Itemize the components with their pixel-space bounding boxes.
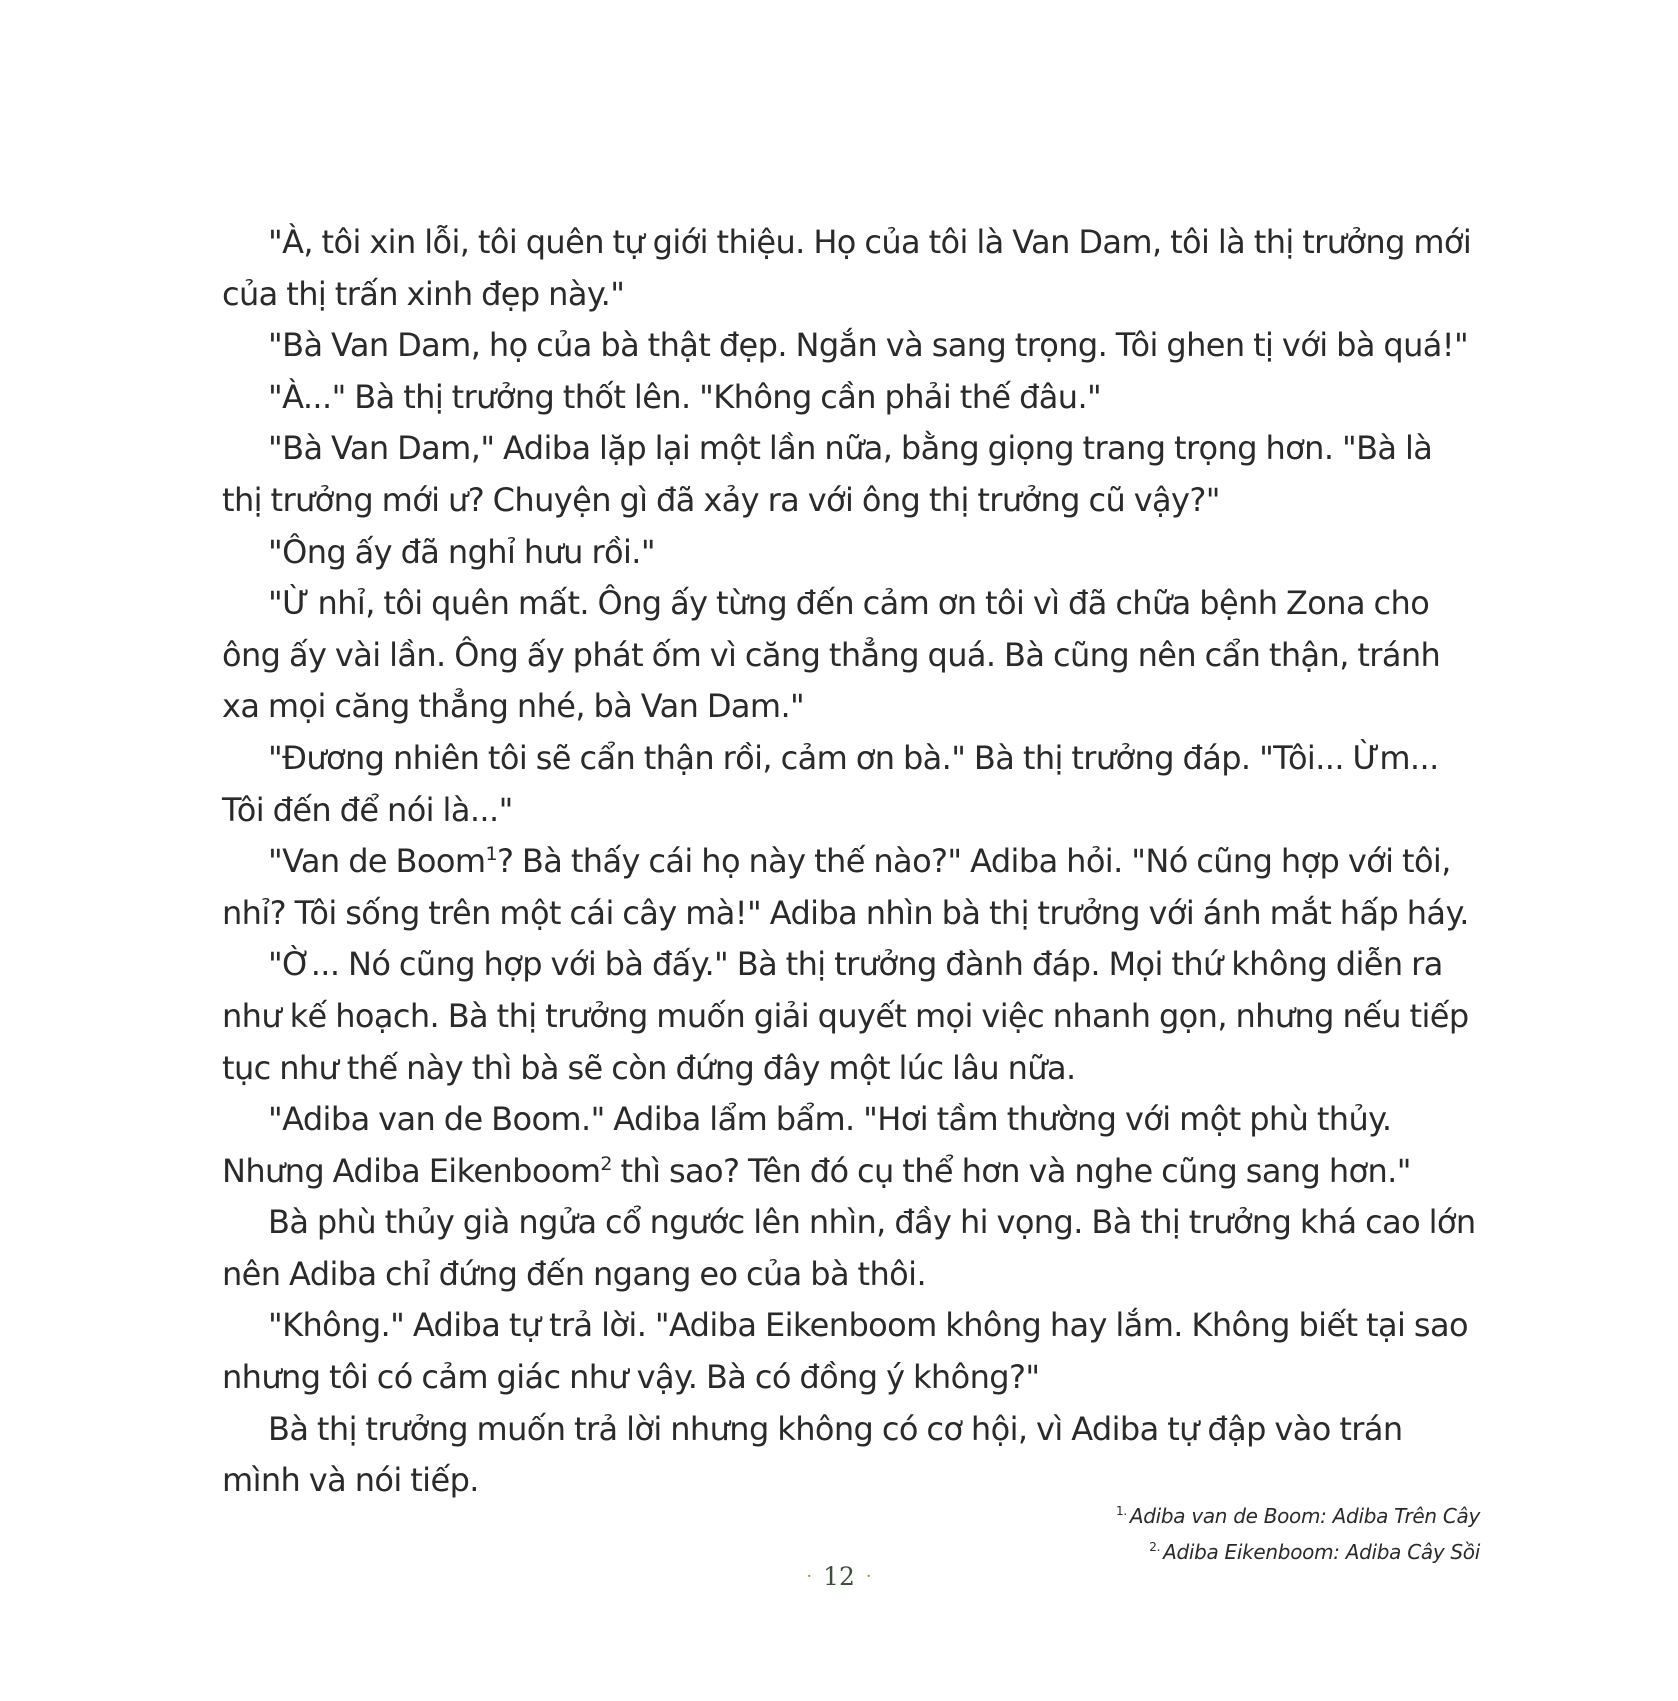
paragraph-text: "Van de Boom [268, 842, 486, 881]
page-dot-left: · [806, 1566, 813, 1587]
footnote-text: Adiba van de Boom: Adiba Trên Cây [1129, 1504, 1480, 1528]
paragraph: "À..." Bà thị trưởng thốt lên. "Không cần phải thế đâu." [268, 377, 1102, 416]
paragraph-text: thì sao? Tên đó cụ thể hơn và nghe cũng sang hơn." [611, 1151, 1411, 1190]
paragraph-text: "Adiba van de Boom." Adiba lẩm bẩm. "Hơi tầm thường với một phù thủy. Nhưng Adiba Eikenboom [222, 1100, 1392, 1190]
paragraph: "Đương nhiên tôi sẽ cẩn thận rồi, cảm ơn bà." Bà thị trưởng đáp. "Tôi... Ừm... Tôi đến để nói là..." [222, 738, 1439, 829]
footnote-reference: 1 [485, 843, 497, 866]
footnote-reference: 2 [600, 1152, 612, 1175]
paragraph: "Bà Van Dam, họ của bà thật đẹp. Ngắn và sang trọng. Tôi ghen tị với bà quá!" [268, 326, 1469, 365]
page-body [222, 217, 1480, 1507]
paragraph-with-footnote [222, 836, 1480, 939]
page-number [0, 1562, 1678, 1591]
paragraph: "Ừ nhỉ, tôi quên mất. Ông ấy từng đến cảm ơn tôi vì đã chữa bệnh Zona cho ông ấy vài lần. Ông ấy phát ốm vì căng thẳng quá. Bà cũng nên cẩn thận, tránh xa mọi căng thẳng nhé, bà Van Dam." [222, 584, 1441, 726]
paragraph: "Ông ấy đã nghỉ hưu rồi." [268, 532, 655, 571]
footnote-mark: 2. [1149, 1540, 1161, 1554]
paragraph: Bà phù thủy già ngửa cổ ngước lên nhìn, đầy hi vọng. Bà thị trưởng khá cao lớn nên Adiba chỉ đứng đến ngang eo của bà thôi. [222, 1203, 1476, 1293]
footnote-1 [1116, 1496, 1480, 1532]
footnote-mark: 1. [1116, 1504, 1127, 1518]
paragraph: "Không." Adiba tự trả lời. "Adiba Eikenboom không hay lắm. Không biết tại sao nhưng tôi có cảm giác như vậy. Bà có đồng ý không?" [222, 1306, 1468, 1397]
paragraph: "Bà Van Dam," Adiba lặp lại một lần nữa, bằng giọng trang trọng hơn. "Bà là thị trưởng mới ư? Chuyện gì đã xảy ra với ông thị trưởng cũ vậy?" [222, 429, 1433, 519]
footnotes [1116, 1496, 1480, 1568]
page-dot-right: · [865, 1566, 872, 1587]
paragraph: "Ờ... Nó cũng hợp với bà đấy." Bà thị trưởng đành đáp. Mọi thứ không diễn ra như kế hoạch. Bà thị trưởng muốn giải quyết mọi việc nhanh gọn, nhưng nếu tiếp tục như thế này thì bà sẽ còn đứng đây một lúc lâu nữa. [222, 945, 1469, 1087]
paragraph: "À, tôi xin lỗi, tôi quên tự giới thiệu. Họ của tôi là Van Dam, tôi là thị trưởng mới của thị trấn xinh đẹp này." [222, 223, 1472, 313]
paragraph: Bà thị trưởng muốn trả lời nhưng không có cơ hội, vì Adiba tự đập vào trán mình và nói tiếp. [222, 1409, 1403, 1500]
footnote-text: Adiba Eikenboom: Adiba Cây Sồi [1163, 1540, 1480, 1564]
paragraph-text: ? Bà thấy cái họ này thế nào?" Adiba hỏi. "Nó cũng hợp với tôi, nhỉ? Tôi sống trên một cái cây mà!" Adiba nhìn bà thị trưởng với ánh mắt hấp háy. [222, 842, 1469, 932]
paragraph-with-footnote [222, 1094, 1480, 1197]
page-number-text: 12 [823, 1562, 855, 1591]
